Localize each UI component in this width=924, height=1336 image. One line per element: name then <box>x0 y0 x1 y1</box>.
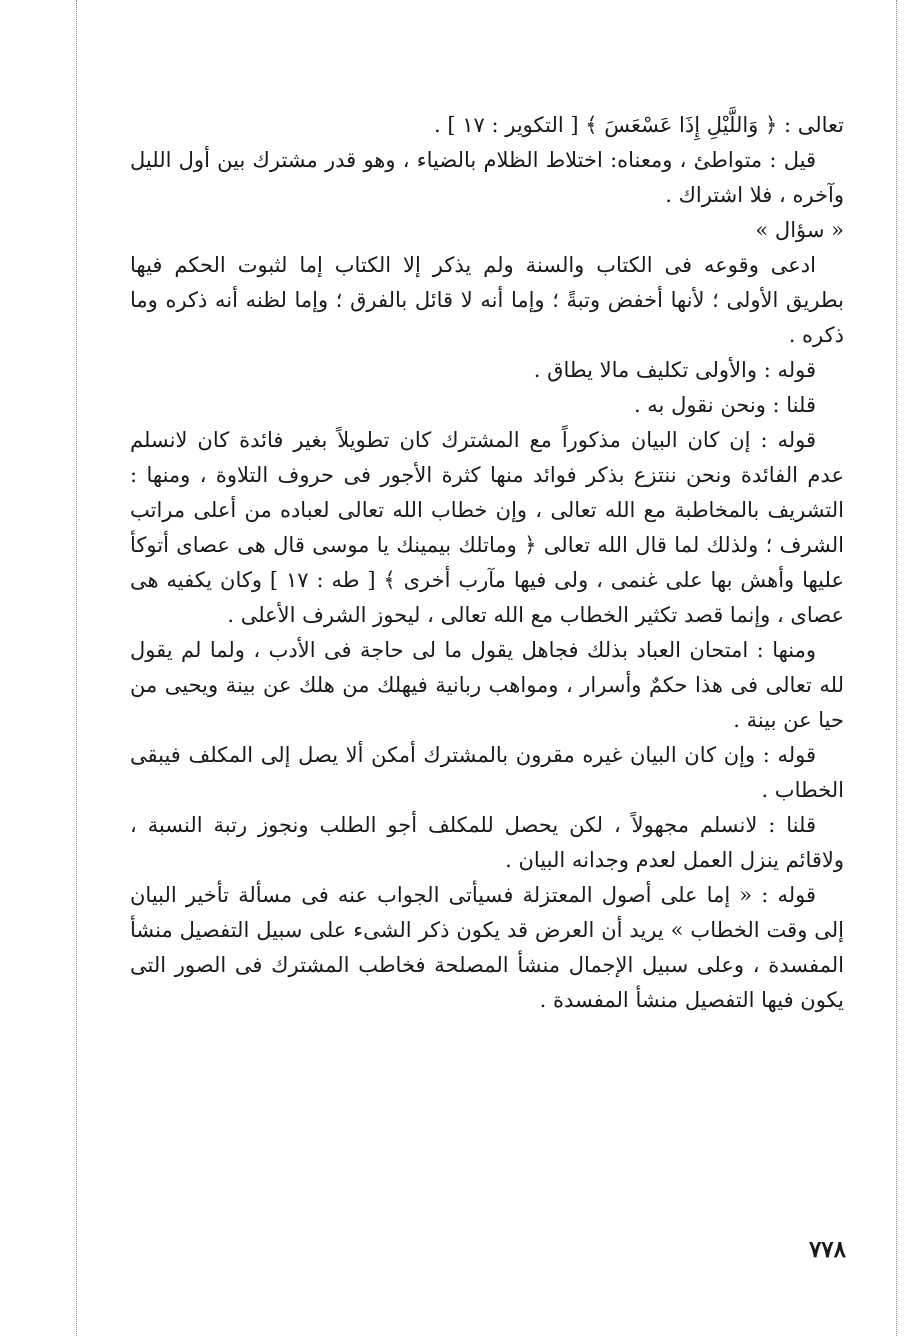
paragraph: قوله : « إما على أصول المعتزلة فسيأتى الجواب عنه فى مسألة تأخير البيان إلى وقت الخطاب » يريد أن العرض قد يكون ذكر الشىء على سبيل التفصيل منشأ المفسدة ، وعلى سبيل الإجمال منشأ المصلحة فخاطب المشترك فى الصور التى يكون فيها التفصيل منشأ المفسدة . <box>130 883 844 1012</box>
paragraph: قوله : والأولى تكليف مالا يطاق . <box>533 358 816 382</box>
binding-guide-line-right <box>896 0 897 1336</box>
paragraph: ادعى وقوعه فى الكتاب والسنة ولم يذكر إلا الكتاب إما لثبوت الحكم فيها بطريق الأولى ؛ لأنها أخفض وتبةً ؛ وإما أنه لا قائل بالفرق ؛ وإما لظنه أنه ذكره وما ذكره . <box>130 253 844 347</box>
paragraph: ومنها : امتحان العباد بذلك فجاهل يقول ما لى حاجة فى الأدب ، ولما لم يقول لله تعالى فى هذا حكمٌ وأسرار ، ومواهب ربانية فيهلك من هلك عن بينة ويحيى من حيا عن بينة . <box>130 638 844 732</box>
paragraph: قيل : متواطئ ، ومعناه: اختلاط الظلام بالضياء ، وهو قدر مشترك بين أول الليل وآخره ، فلا اشتراك . <box>130 148 844 207</box>
paragraph: قوله : وإن كان البيان غيره مقرون بالمشترك أمكن ألا يصل إلى المكلف فيبقى الخطاب . <box>130 743 844 802</box>
page-body <box>130 108 844 1018</box>
section-heading: « سؤال » <box>755 218 844 242</box>
paragraph: تعالى : ﴿ وَاللَّيْلِ إِذَا عَسْعَسَ ﴾ [ التكوير : ١٧ ] . <box>434 113 844 137</box>
paragraph: قلنا : لانسلم مجهولاً ، لكن يحصل للمكلف أجو الطلب ونجوز رتبة النسبة ، ولاقائم ينزل العمل لعدم وجدانه البيان . <box>130 813 844 872</box>
page-number: ٧٧٨ <box>808 1236 846 1263</box>
paragraph: قوله : إن كان البيان مذكوراً مع المشترك كان تطويلاً بغير فائدة كان لانسلم عدم الفائدة ونحن ننتزع بذكر فوائد منها كثرة الأجور فى حروف التلاوة ، ومنها : التشريف بالمخاطبة مع الله تعالى ، وإن خطاب الله تعالى لعباده من أعلى مراتب الشرف ؛ ولذلك لما قال الله تعالى ﴿ وماتلك بيمينك يا موسى قال هى عصاى أتوكأ عليها وأهش بها على غنمى ، ولى فيها مآرب أخرى ﴾ [ طه : ١٧ ] وكان يكفيه هى عصاى ، وإنما قصد تكثير الخطاب مع الله تعالى ، ليحوز الشرف الأعلى . <box>130 428 844 627</box>
binding-guide-line-left <box>76 0 77 1336</box>
paragraph: قلنا : ونحن نقول به . <box>633 393 816 417</box>
